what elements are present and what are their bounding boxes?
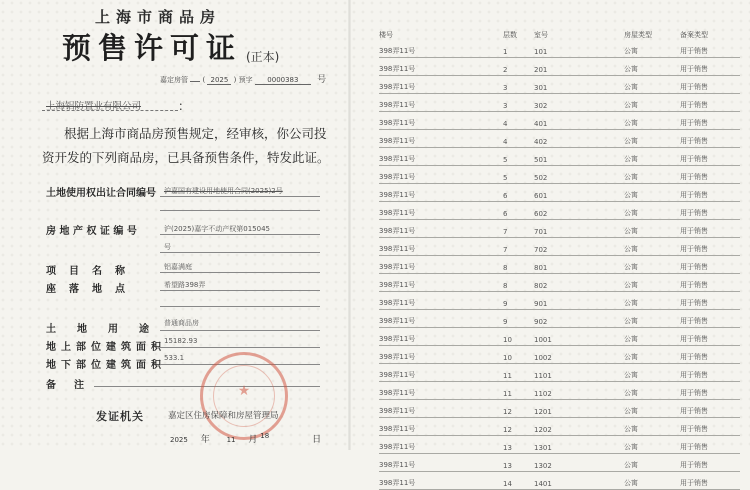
cell-building: 398弄11号 xyxy=(379,382,503,400)
cell-floor: 4 xyxy=(503,112,534,130)
doc-year-open: ( xyxy=(202,76,206,84)
table-row xyxy=(379,310,740,328)
issue-day-unit: 日 xyxy=(312,435,322,445)
table-row xyxy=(379,220,740,238)
doc-gap xyxy=(190,81,200,82)
cell-building: 398弄11号 xyxy=(379,292,503,310)
company-underline xyxy=(42,110,178,111)
cell-floor: 8 xyxy=(503,274,534,292)
table-row xyxy=(379,454,740,472)
cell-filing-type: 用于销售 xyxy=(680,166,740,184)
cell-building: 398弄11号 xyxy=(379,166,503,184)
units-table-header xyxy=(379,30,740,40)
cell-building: 398弄11号 xyxy=(379,328,503,346)
cell-room: 701 xyxy=(534,220,624,238)
cell-house-type: 公寓 xyxy=(624,202,680,220)
field-line xyxy=(160,210,320,211)
cell-house-type: 公寓 xyxy=(624,130,680,148)
field-label-location: 座落地点 xyxy=(46,284,138,295)
field-label-land-contract: 土地使用权出让合同编号 xyxy=(46,188,156,199)
header-filing-type: 备案类型 xyxy=(680,31,708,39)
cell-house-type: 公寓 xyxy=(624,238,680,256)
cell-filing-type: 用于销售 xyxy=(680,238,740,256)
doc-year: 2025 xyxy=(207,76,231,85)
cell-floor: 7 xyxy=(503,238,534,256)
table-row xyxy=(379,436,740,454)
cell-room: 1102 xyxy=(534,382,624,400)
cell-house-type: 公寓 xyxy=(624,166,680,184)
cell-room: 1201 xyxy=(534,400,624,418)
cell-house-type: 公寓 xyxy=(624,346,680,364)
table-row xyxy=(379,202,740,220)
field-line xyxy=(160,306,320,307)
field-value-above-ground-area: 15182.93 xyxy=(164,337,198,345)
header-house-type: 房屋类型 xyxy=(624,31,652,39)
field-line xyxy=(160,234,320,235)
cell-room: 302 xyxy=(534,94,624,112)
field-value-project-name: 铝嘉满庭 xyxy=(164,263,192,271)
field-value-below-ground-area: 533.1 xyxy=(164,354,185,362)
table-row xyxy=(379,238,740,256)
cell-room: 601 xyxy=(534,184,624,202)
cell-room: 501 xyxy=(534,148,624,166)
issue-year: 2025 xyxy=(170,436,188,444)
cell-room: 201 xyxy=(534,58,624,76)
cell-room: 402 xyxy=(534,130,624,148)
table-row xyxy=(379,184,740,202)
cell-filing-type: 用于销售 xyxy=(680,40,740,58)
cell-room: 401 xyxy=(534,112,624,130)
cell-floor: 6 xyxy=(503,202,534,220)
certificate-left-page xyxy=(0,0,345,450)
issue-month: 11 xyxy=(226,436,236,444)
cell-building: 398弄11号 xyxy=(379,418,503,436)
doc-suffix: 号 xyxy=(317,75,327,85)
field-line xyxy=(160,347,320,348)
cell-house-type: 公寓 xyxy=(624,436,680,454)
table-row xyxy=(379,166,740,184)
statement-line-1: 根据上海市商品房预售规定，经审核，你公司投 xyxy=(64,126,327,141)
doc-prefix: 嘉定房管 xyxy=(160,76,188,84)
table-row xyxy=(379,292,740,310)
cell-room: 101 xyxy=(534,40,624,58)
cell-house-type: 公寓 xyxy=(624,400,680,418)
statement-line-2: 资开发的下列商品房，已具备预售条件，特发此证。 xyxy=(42,150,330,165)
field-label-project-name: 项目名称 xyxy=(46,266,138,277)
issuer-label: 发证机关 xyxy=(96,410,144,423)
copy-type: (正本) xyxy=(246,50,280,64)
cell-filing-type: 用于销售 xyxy=(680,76,740,94)
field-label-land-use: 土地用途 xyxy=(46,324,170,335)
cell-filing-type: 用于销售 xyxy=(680,418,740,436)
cell-room: 1001 xyxy=(534,328,624,346)
cell-filing-type: 用于销售 xyxy=(680,364,740,382)
cell-house-type: 公寓 xyxy=(624,220,680,238)
field-line xyxy=(160,252,320,253)
cell-building: 398弄11号 xyxy=(379,94,503,112)
cell-floor: 12 xyxy=(503,418,534,436)
cell-house-type: 公寓 xyxy=(624,292,680,310)
cell-filing-type: 用于销售 xyxy=(680,436,740,454)
cell-room: 902 xyxy=(534,310,624,328)
field-value-property-cert: 沪(2025)嘉字不动产权第015045 xyxy=(164,225,270,233)
cell-floor: 2 xyxy=(503,58,534,76)
cell-house-type: 公寓 xyxy=(624,472,680,490)
header-building: 楼号 xyxy=(379,31,393,39)
cell-floor: 5 xyxy=(503,148,534,166)
cell-house-type: 公寓 xyxy=(624,184,680,202)
units-table-body xyxy=(379,40,740,490)
cell-filing-type: 用于销售 xyxy=(680,220,740,238)
table-row xyxy=(379,418,740,436)
cell-building: 398弄11号 xyxy=(379,454,503,472)
certificate-title: 预售许可证 xyxy=(62,31,243,65)
cell-room: 702 xyxy=(534,238,624,256)
field-value-location: 希望路398弄 xyxy=(164,281,206,289)
cell-building: 398弄11号 xyxy=(379,436,503,454)
cell-room: 802 xyxy=(534,274,624,292)
cell-house-type: 公寓 xyxy=(624,454,680,472)
document-number xyxy=(160,72,326,85)
cell-filing-type: 用于销售 xyxy=(680,400,740,418)
company-colon: ： xyxy=(178,99,191,113)
cell-house-type: 公寓 xyxy=(624,274,680,292)
header-room: 室号 xyxy=(534,31,548,39)
cell-floor: 1 xyxy=(503,40,534,58)
cell-room: 502 xyxy=(534,166,624,184)
cell-building: 398弄11号 xyxy=(379,274,503,292)
table-row xyxy=(379,364,740,382)
cell-building: 398弄11号 xyxy=(379,184,503,202)
cell-floor: 3 xyxy=(503,76,534,94)
table-row xyxy=(379,76,740,94)
cell-building: 398弄11号 xyxy=(379,346,503,364)
field-label-remarks: 备注 xyxy=(46,380,102,391)
cell-building: 398弄11号 xyxy=(379,58,503,76)
cell-floor: 7 xyxy=(503,220,534,238)
cell-filing-type: 用于销售 xyxy=(680,58,740,76)
cell-room: 1302 xyxy=(534,454,624,472)
table-row xyxy=(379,346,740,364)
cell-filing-type: 用于销售 xyxy=(680,310,740,328)
cell-floor: 12 xyxy=(503,400,534,418)
cell-building: 398弄11号 xyxy=(379,148,503,166)
official-seal xyxy=(200,352,288,440)
cell-floor: 3 xyxy=(503,94,534,112)
table-row xyxy=(379,130,740,148)
cell-room: 301 xyxy=(534,76,624,94)
table-row xyxy=(379,328,740,346)
doc-type: 预字 xyxy=(238,76,253,84)
cell-filing-type: 用于销售 xyxy=(680,454,740,472)
header-floor: 层数 xyxy=(503,31,517,39)
field-line xyxy=(160,330,320,331)
cell-filing-type: 用于销售 xyxy=(680,148,740,166)
field-line xyxy=(160,272,320,273)
cell-filing-type: 用于销售 xyxy=(680,112,740,130)
doc-number-value: 0000383 xyxy=(255,76,311,85)
cell-filing-type: 用于销售 xyxy=(680,382,740,400)
cell-building: 398弄11号 xyxy=(379,76,503,94)
cell-floor: 4 xyxy=(503,130,534,148)
units-page xyxy=(355,0,750,488)
cell-filing-type: 用于销售 xyxy=(680,346,740,364)
cell-floor: 9 xyxy=(503,310,534,328)
cell-house-type: 公寓 xyxy=(624,256,680,274)
cell-building: 398弄11号 xyxy=(379,256,503,274)
cell-building: 398弄11号 xyxy=(379,238,503,256)
cell-room: 1002 xyxy=(534,346,624,364)
table-row xyxy=(379,58,740,76)
cell-floor: 5 xyxy=(503,166,534,184)
certificate-header: 上海市商品房 xyxy=(95,8,222,26)
cell-house-type: 公寓 xyxy=(624,94,680,112)
cell-building: 398弄11号 xyxy=(379,202,503,220)
cell-floor: 13 xyxy=(503,436,534,454)
cell-filing-type: 用于销售 xyxy=(680,184,740,202)
field-line xyxy=(160,290,320,291)
table-row xyxy=(379,94,740,112)
table-row xyxy=(379,40,740,58)
cell-building: 398弄11号 xyxy=(379,40,503,58)
table-row xyxy=(379,112,740,130)
cell-house-type: 公寓 xyxy=(624,40,680,58)
field-value-land-use: 普通商品房 xyxy=(164,319,199,327)
table-row xyxy=(379,400,740,418)
cell-building: 398弄11号 xyxy=(379,400,503,418)
table-row xyxy=(379,472,740,490)
cell-floor: 14 xyxy=(503,472,534,490)
cell-house-type: 公寓 xyxy=(624,328,680,346)
cell-house-type: 公寓 xyxy=(624,310,680,328)
cell-floor: 8 xyxy=(503,256,534,274)
cell-house-type: 公寓 xyxy=(624,76,680,94)
cell-floor: 11 xyxy=(503,364,534,382)
table-row xyxy=(379,256,740,274)
cell-filing-type: 用于销售 xyxy=(680,256,740,274)
cell-building: 398弄11号 xyxy=(379,130,503,148)
field-label-below-ground-area: 地下部位建筑面积 xyxy=(46,360,166,371)
cell-floor: 13 xyxy=(503,454,534,472)
field-value-land-contract: 沪嘉国有建设用地使用合同(2025)2号 xyxy=(164,187,283,195)
cell-room: 1101 xyxy=(534,364,624,382)
cell-building: 398弄11号 xyxy=(379,310,503,328)
issue-month-unit: 月 xyxy=(248,435,258,445)
cell-floor: 10 xyxy=(503,328,534,346)
cell-room: 602 xyxy=(534,202,624,220)
cell-filing-type: 用于销售 xyxy=(680,328,740,346)
seal-star-icon: ★ xyxy=(237,383,251,399)
issuer-value: 嘉定区住房保障和房屋管理局 xyxy=(168,411,279,421)
page-fold xyxy=(348,0,351,450)
field-label-above-ground-area: 地上部位建筑面积 xyxy=(46,342,166,353)
cell-filing-type: 用于销售 xyxy=(680,130,740,148)
field-label-property-cert: 房 地 产 权 证 编 号 xyxy=(46,226,137,237)
cell-filing-type: 用于销售 xyxy=(680,274,740,292)
field-line xyxy=(160,196,320,197)
cell-house-type: 公寓 xyxy=(624,364,680,382)
cell-building: 398弄11号 xyxy=(379,112,503,130)
table-row xyxy=(379,148,740,166)
table-row xyxy=(379,274,740,292)
cell-house-type: 公寓 xyxy=(624,148,680,166)
issue-year-unit: 年 xyxy=(200,435,210,445)
cell-house-type: 公寓 xyxy=(624,418,680,436)
cell-house-type: 公寓 xyxy=(624,382,680,400)
cell-room: 1301 xyxy=(534,436,624,454)
field-value-property-cert-suffix: 号 xyxy=(164,243,171,251)
cell-floor: 11 xyxy=(503,382,534,400)
cell-filing-type: 用于销售 xyxy=(680,472,740,490)
cell-floor: 10 xyxy=(503,346,534,364)
units-table xyxy=(379,30,740,490)
cell-room: 1401 xyxy=(534,472,624,490)
cell-room: 901 xyxy=(534,292,624,310)
cell-floor: 9 xyxy=(503,292,534,310)
cell-filing-type: 用于销售 xyxy=(680,202,740,220)
cell-room: 1202 xyxy=(534,418,624,436)
issue-day: 18 xyxy=(260,432,270,440)
doc-year-close: ) xyxy=(233,76,237,84)
table-row xyxy=(379,382,740,400)
cell-house-type: 公寓 xyxy=(624,112,680,130)
cell-building: 398弄11号 xyxy=(379,220,503,238)
issue-date xyxy=(170,432,321,445)
cell-building: 398弄11号 xyxy=(379,472,503,490)
cell-floor: 6 xyxy=(503,184,534,202)
cell-room: 801 xyxy=(534,256,624,274)
cell-filing-type: 用于销售 xyxy=(680,292,740,310)
cell-building: 398弄11号 xyxy=(379,364,503,382)
cell-filing-type: 用于销售 xyxy=(680,94,740,112)
company-name: 上海铝防置业有限公司 xyxy=(46,101,142,112)
cell-house-type: 公寓 xyxy=(624,58,680,76)
